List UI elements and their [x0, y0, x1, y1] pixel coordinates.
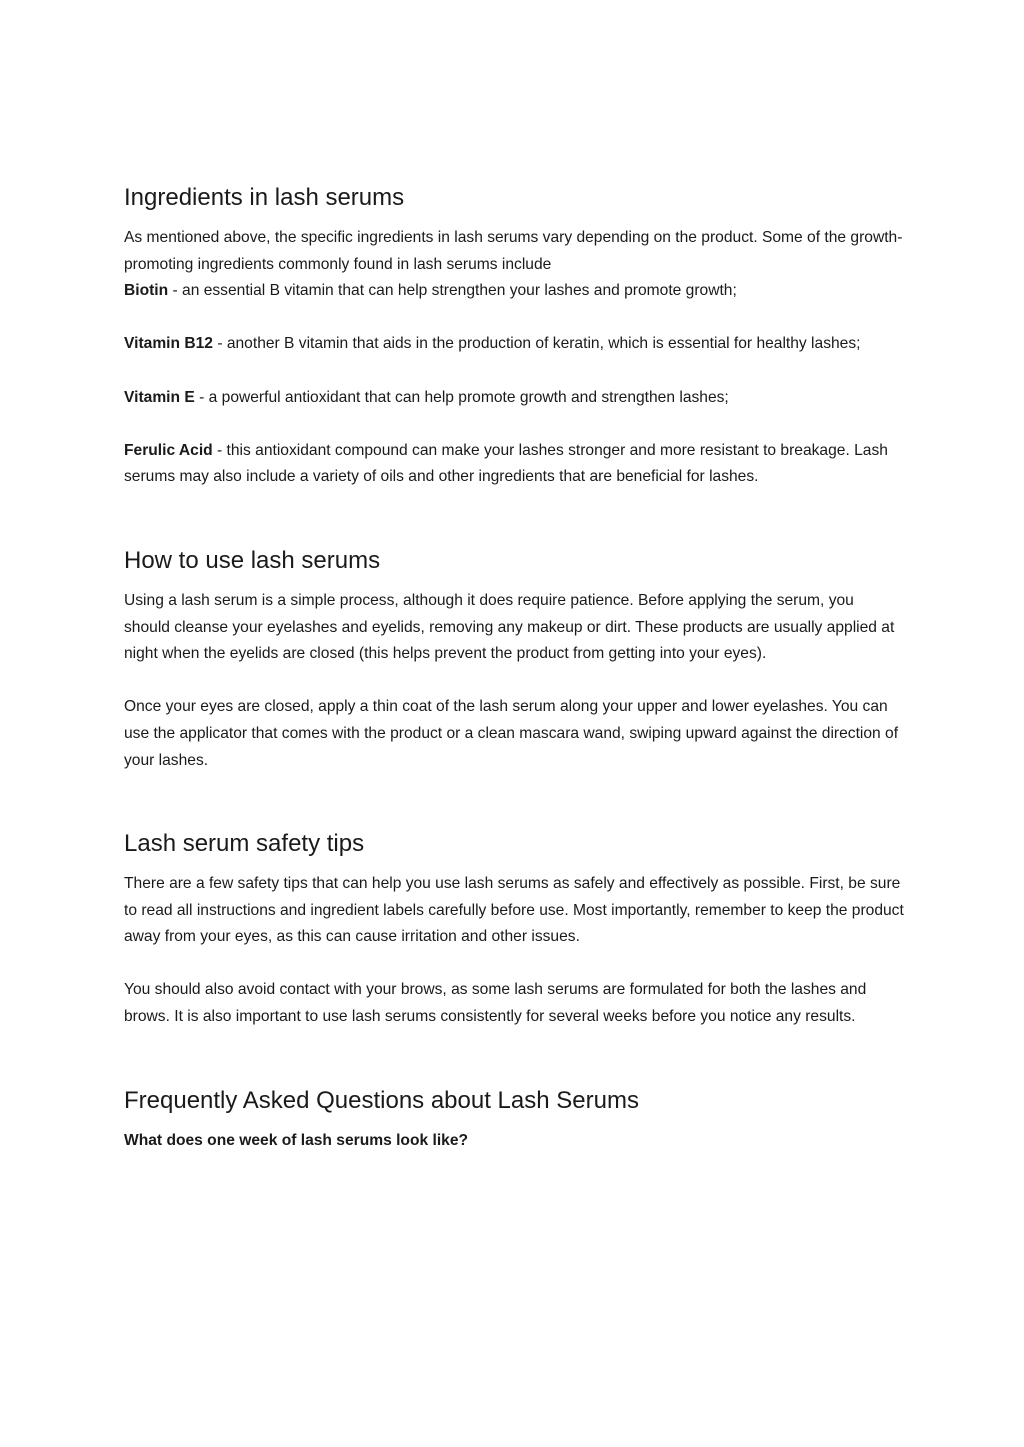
ingredient-name-vitamin-b12: Vitamin B12: [124, 335, 213, 353]
ingredients-section: [124, 182, 904, 491]
how-to-paragraph-2: Once your eyes are closed, apply a thin coat of the lash serum along your upper and lower eyelashes. You can use the applicator that comes with the product or a clean mascara wand, swiping upward against the direction of your lashes.: [124, 698, 899, 769]
ingredient-desc-biotin: - an essential B vitamin that can help strengthen your lashes and promote growth;: [168, 282, 737, 300]
safety-heading: Lash serum safety tips: [124, 830, 365, 858]
ingredient-item-ferulic-acid: [124, 438, 904, 491]
safety-section: [124, 828, 904, 1031]
ingredients-intro-text: As mentioned above, the specific ingredients in lash serums vary depending on the product. Some of the growth-promoting ingredients commonly found in lash serums include: [124, 229, 903, 273]
how-to-heading: How to use lash serums: [124, 546, 381, 574]
ingredients-intro: [124, 225, 904, 305]
ingredient-name-ferulic-acid: Ferulic Acid: [124, 441, 213, 459]
ingredient-item-vitamin-e: [124, 385, 904, 412]
safety-paragraph-2: You should also avoid contact with your brows, as some lash serums are formulated for both the lashes and brows. It is also important to use lash serums consistently for several weeks before you notice any results.: [124, 981, 867, 1026]
safety-paragraph-1: There are a few safety tips that can help you use lash serums as safely and effectively as possible. First, be sure to read all instructions and ingredient labels carefully before use. Most importantly, remember to keep the product away from your eyes, as this can cause irritation and other issues.: [124, 875, 904, 946]
faq-heading: Frequently Asked Questions about Lash Serums: [124, 1086, 639, 1114]
ingredient-name-vitamin-e: Vitamin E: [124, 388, 195, 406]
how-to-section: [124, 545, 904, 774]
faq-section: [124, 1085, 904, 1155]
how-to-paragraph-1: Using a lash serum is a simple process, although it does require patience. Before applying the serum, you should cleanse your eyelashes and eyelids, removing any makeup or dirt. These products are usually applied at night when the eyelids are closed (this helps prevent the product from getting into your eyes).: [124, 591, 895, 663]
ingredient-desc-vitamin-b12: - another B vitamin that aids in the production of keratin, which is essential for healthy lashes;: [212, 335, 861, 353]
ingredients-heading: Ingredients in lash serums: [124, 184, 405, 211]
faq-question: What does one week of lash serums look like?: [124, 1131, 469, 1149]
ingredient-desc-ferulic-acid: - this antioxidant compound can make your lashes stronger and more resistant to breakage. Lash serums may also include a variety of oils and other ingredients that are beneficial for lashes.: [124, 441, 888, 486]
ingredient-name-biotin: Biotin: [124, 282, 169, 300]
ingredient-desc-vitamin-e: - a powerful antioxidant that can help promote growth and strengthen lashes;: [194, 388, 729, 406]
ingredient-item-vitamin-b12: [124, 331, 904, 358]
document-page: [124, 182, 904, 1154]
